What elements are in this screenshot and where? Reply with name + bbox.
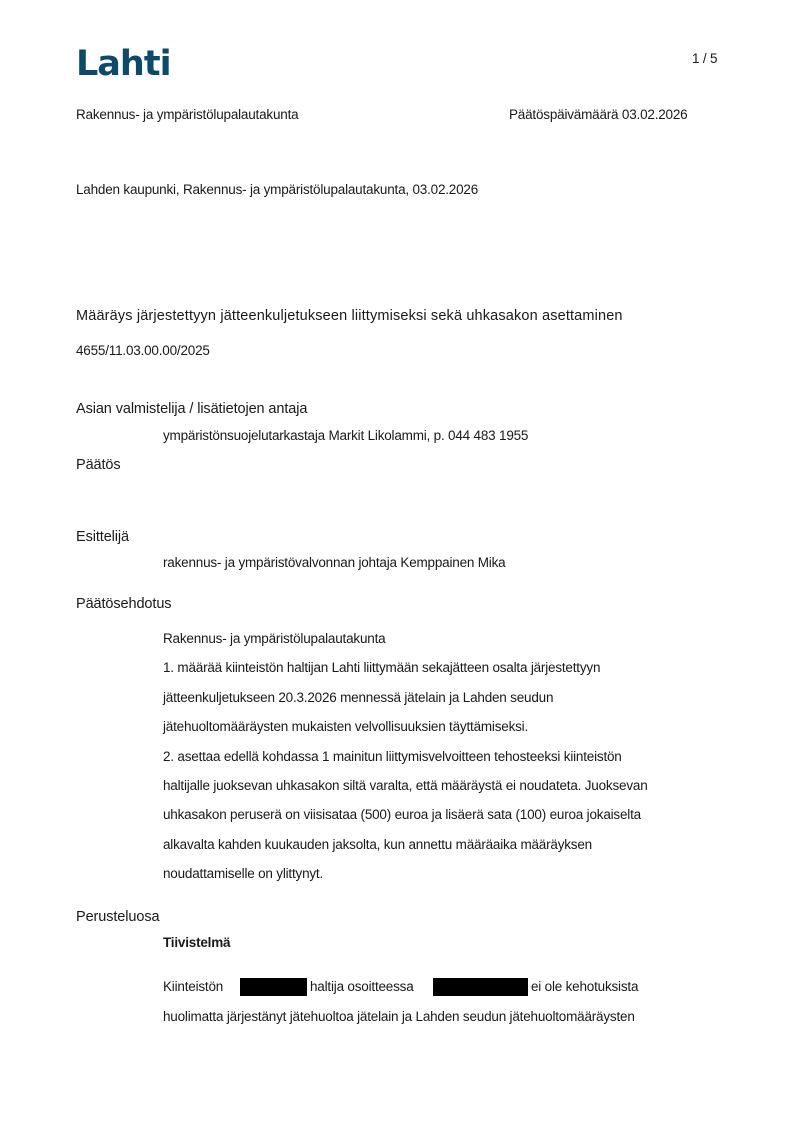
preparer-heading: Asian valmistelija / lisätietojen antaja — [76, 401, 308, 417]
redaction-box — [240, 978, 307, 996]
presenter-value: rakennus- ja ympäristövalvonnan johtaja Kemppainen Mika — [163, 555, 506, 570]
decision-date: Päätöspäivämäärä 03.02.2026 — [509, 107, 688, 122]
proposal-line: jätehuoltomääräysten mukaisten velvollisuuksien täyttämiseksi. — [163, 719, 529, 734]
reasoning-heading: Perusteluosa — [76, 909, 160, 925]
proposal-line: uhkasakon peruserä on viisisataa (500) euroa ja lisäerä sata (100) euroa jokaiselta — [163, 807, 641, 822]
preparer-value: ympäristönsuojelutarkastaja Markit Likolammi, p. 044 483 1955 — [163, 428, 529, 443]
proposal-heading: Päätösehdotus — [76, 596, 172, 612]
proposal-line: 2. asettaa edellä kohdassa 1 mainitun liittymisvelvoitteen tehosteeksi kiinteistön — [163, 749, 622, 764]
presenter-heading: Esittelijä — [76, 529, 129, 545]
proposal-line: 1. määrää kiinteistön haltijan Lahti liittymään sekajätteen osalta järjestettyyn — [163, 660, 601, 675]
summary-line: huolimatta järjestänyt jätehuoltoa jätelain ja Lahden seudun jätehuoltomääräysten — [163, 1009, 635, 1024]
proposal-line: jätteenkuljetukseen 20.3.2026 mennessä jätelain ja Lahden seudun — [163, 690, 554, 705]
summary-text-a: Kiinteistön — [163, 979, 224, 994]
page-number: 1 / 5 — [692, 51, 718, 66]
board-name: Rakennus- ja ympäristölupalautakunta — [76, 107, 299, 122]
summary-heading: Tiivistelmä — [163, 935, 231, 950]
proposal-line: alkavalta kahden kuukauden jaksolta, kun annettu määräaika määräyksen — [163, 837, 592, 852]
lahti-logo: Lahti — [76, 44, 171, 84]
meta-line: Lahden kaupunki, Rakennus- ja ympäristölupalautakunta, 03.02.2026 — [76, 182, 479, 197]
redaction-box — [433, 978, 528, 996]
proposal-line: Rakennus- ja ympäristölupalautakunta — [163, 631, 386, 646]
summary-text-c: ei ole kehotuksista — [531, 979, 639, 994]
case-number: 4655/11.03.00.00/2025 — [76, 343, 210, 358]
proposal-line: noudattamiselle on ylittynyt. — [163, 866, 324, 881]
summary-text-b: haltija osoitteessa — [310, 979, 414, 994]
document-title: Määräys järjestettyyn jätteenkuljetukseen liittymiseksi sekä uhkasakon asettaminen — [76, 308, 623, 324]
proposal-line: haltijalle juoksevan uhkasakon siltä varalta, että määräystä ei noudateta. Juoksevan — [163, 778, 648, 793]
decision-heading: Päätös — [76, 457, 121, 473]
